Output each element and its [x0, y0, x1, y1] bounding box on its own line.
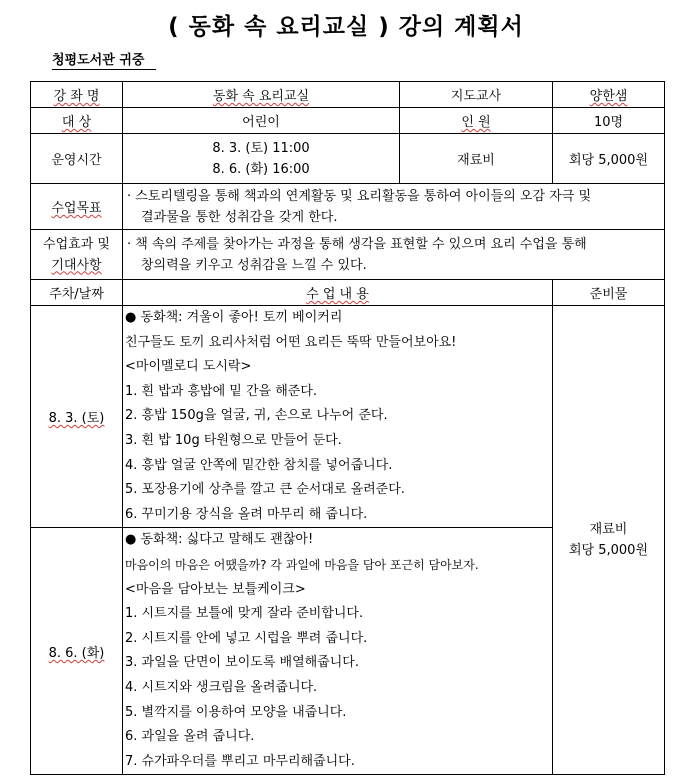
session-1-line: 3. 흰 밥 10g 타원형으로 만들어 둔다.: [125, 432, 342, 448]
session-1-line: 2. 흥밥 150g을 얼굴, 귀, 손으로 나누어 준다.: [125, 408, 388, 424]
headcount-value: 10명: [553, 108, 665, 134]
schedule-value: [123, 134, 400, 184]
session-2-line: 3. 과일을 단면이 보이도록 배열해줍니다.: [125, 655, 359, 671]
goal-label: 수업목표: [31, 184, 123, 230]
col-header-materials: 준비물: [553, 280, 665, 306]
session-2-line: 마음이의 마음은 어땠을까? 각 과일에 마음을 담아 포근히 담아보자.: [125, 557, 479, 572]
session-2-line: 7. 슈가파우더를 뿌리고 마무리해줍니다.: [125, 753, 355, 769]
document-title: ( 동화 속 요리교실 ) 강의 계획서: [168, 14, 524, 40]
materials-line-2: 회당 5,000원: [568, 543, 649, 559]
session-2-line: 2. 시트지를 안에 넣고 시럽을 뿌려 줍니다.: [125, 630, 368, 646]
session-2-date: 8. 6. (화): [31, 528, 123, 775]
headcount-label: 인 원: [400, 108, 553, 134]
session-1-line: 4. 흥밥 얼굴 안쪽에 밑간한 참치를 넣어줍니다.: [125, 457, 393, 473]
session-2-content: [123, 528, 553, 775]
col-header-content: 수 업 내 용: [123, 280, 553, 306]
goal-line-1: · 스토리텔링을 통해 책과의 연계활동 및 요리활동을 통하여 아이들의 오감 자극 및: [127, 188, 592, 204]
target-label: 대 상: [31, 108, 123, 134]
session-1-line: 친구들도 토끼 요리사처럼 어떤 요리든 뚝딱 만들어보아요!: [125, 334, 457, 350]
session-2-line: 1. 시트지를 보틀에 맞게 잘라 준비합니다.: [125, 606, 364, 622]
session-1-date: 8. 3. (토): [31, 306, 123, 528]
session-1-line: 1. 흰 밥과 흥밥에 밑 간을 해준다.: [125, 383, 318, 399]
teacher-label: 지도교사: [400, 82, 553, 108]
session-2-line: <마음을 담아보는 보틀케이크>: [125, 581, 306, 597]
effect-text: [123, 230, 665, 280]
session-1-line: 5. 포장용기에 상추를 깔고 큰 순서대로 올려준다.: [125, 482, 405, 498]
organization-name: 청평도서관 귀중: [52, 52, 156, 70]
session-2-line: 5. 별깍지를 이용하여 모양을 내줍니다.: [125, 704, 347, 720]
effect-line-2: 창의력을 키우고 성취감을 느낄 수 있다.: [141, 257, 367, 273]
teacher-value: 양한샘: [553, 82, 665, 108]
target-value: 어린이: [123, 108, 400, 134]
fee-label: 재료비: [400, 134, 553, 184]
schedule-line-2: 8. 6. (화) 16:00: [212, 161, 310, 177]
fee-value: 회당 5,000원: [553, 134, 665, 184]
session-2-line: ● 동화책: 싫다고 말해도 괜찮아!: [125, 532, 314, 548]
materials-cell: [553, 306, 665, 775]
lecture-plan-table: [30, 81, 665, 775]
col-header-date: 주차/날짜: [31, 280, 123, 306]
session-2-line: 6. 과일을 올려 줍니다.: [125, 729, 255, 745]
goal-text: [123, 184, 665, 230]
session-2-line: 4. 시트지와 생크림을 올려줍니다.: [125, 679, 318, 695]
effect-label: 수업효과 및 기대사항: [31, 230, 123, 280]
schedule-label: 운영시간: [31, 134, 123, 184]
materials-line-1: 재료비: [589, 522, 628, 538]
session-1-line: ● 동화책: 겨울이 좋아! 토끼 베이커리: [125, 310, 343, 325]
session-1-line: 6. 꾸미기용 장식을 올려 마무리 해 줍니다.: [125, 506, 368, 522]
goal-line-2: 결과물을 통한 성취감을 갖게 한다.: [141, 209, 338, 225]
session-1-line: <마이멜로디 도시락>: [125, 359, 252, 375]
session-1-content: [123, 306, 553, 528]
effect-line-1: · 책 속의 주제를 찾아가는 과정을 통해 생각을 표현할 수 있으며 요리 수업을 통해: [127, 236, 587, 252]
course-label: 강 좌 명: [31, 82, 123, 108]
schedule-line-1: 8. 3. (토) 11:00: [212, 140, 310, 156]
course-value: 동화 속 요리교실: [123, 82, 400, 108]
